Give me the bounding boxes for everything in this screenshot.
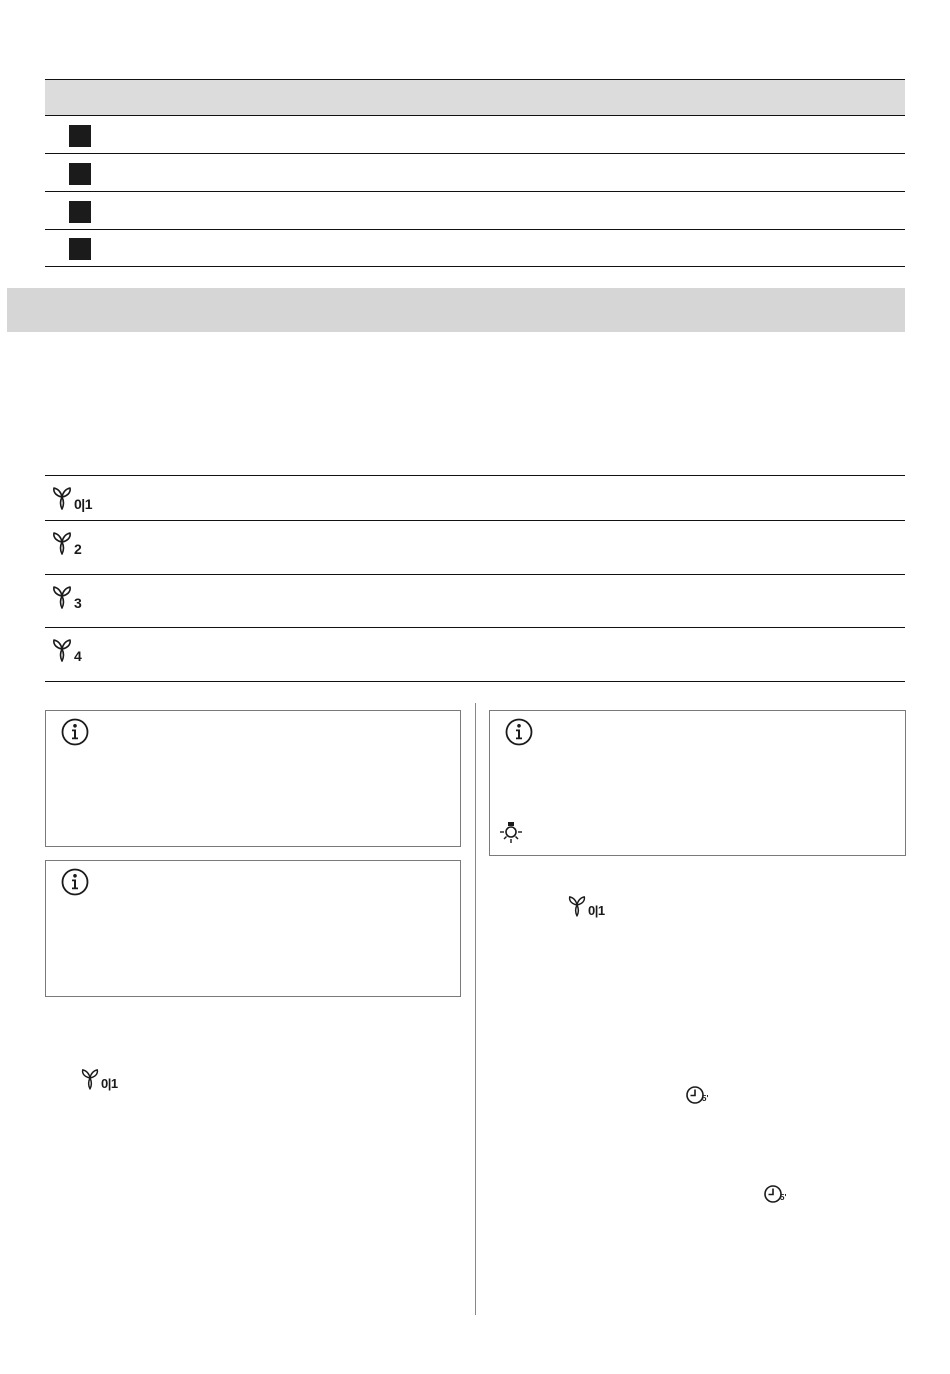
light-bulb-icon <box>499 821 523 847</box>
fan-speed-label: 0|1 <box>74 496 92 512</box>
inline-timer-symbol <box>764 1184 786 1204</box>
info-icon <box>504 717 534 747</box>
table-row <box>45 116 905 154</box>
fan-icon <box>51 484 73 510</box>
fan-cell <box>51 583 81 609</box>
indicator-square-icon <box>69 125 91 147</box>
indicator-square-icon <box>69 238 91 260</box>
info-icon <box>60 867 90 897</box>
fan-icon <box>567 893 587 917</box>
table-row <box>45 229 905 267</box>
inline-fan-symbol <box>567 893 605 917</box>
fan-cell <box>51 484 92 510</box>
fan-cell <box>51 529 81 555</box>
table-row <box>45 521 905 575</box>
indicator-square-icon <box>69 201 91 223</box>
fan-icon <box>80 1066 100 1090</box>
table-header <box>45 80 905 116</box>
fan-on-off-label: 0|1 <box>588 903 605 918</box>
table-row <box>45 575 905 628</box>
fan-speed-label: 3 <box>74 595 82 611</box>
table-row <box>45 154 905 192</box>
table-row <box>45 476 905 521</box>
fan-icon <box>51 583 73 609</box>
info-note-box <box>45 860 461 997</box>
fan-speed-label: 4 <box>74 648 82 664</box>
fan-cell <box>51 636 81 662</box>
fan-icon <box>51 636 73 662</box>
table-row <box>45 628 905 682</box>
info-note-box <box>45 710 461 847</box>
section-heading-band <box>7 288 905 332</box>
fan-speed-label: 2 <box>74 541 82 557</box>
fan-on-off-label: 0|1 <box>101 1076 118 1091</box>
indicator-square-icon <box>69 163 91 185</box>
inline-fan-symbol <box>80 1066 118 1090</box>
info-note-box <box>489 710 906 856</box>
inline-timer-symbol <box>686 1085 708 1105</box>
fan-icon <box>51 529 73 555</box>
table-row <box>45 192 905 230</box>
timer-label: 5' <box>702 1094 709 1103</box>
timer-label: 5' <box>780 1193 787 1202</box>
info-icon <box>60 717 90 747</box>
column-divider <box>475 703 476 1315</box>
